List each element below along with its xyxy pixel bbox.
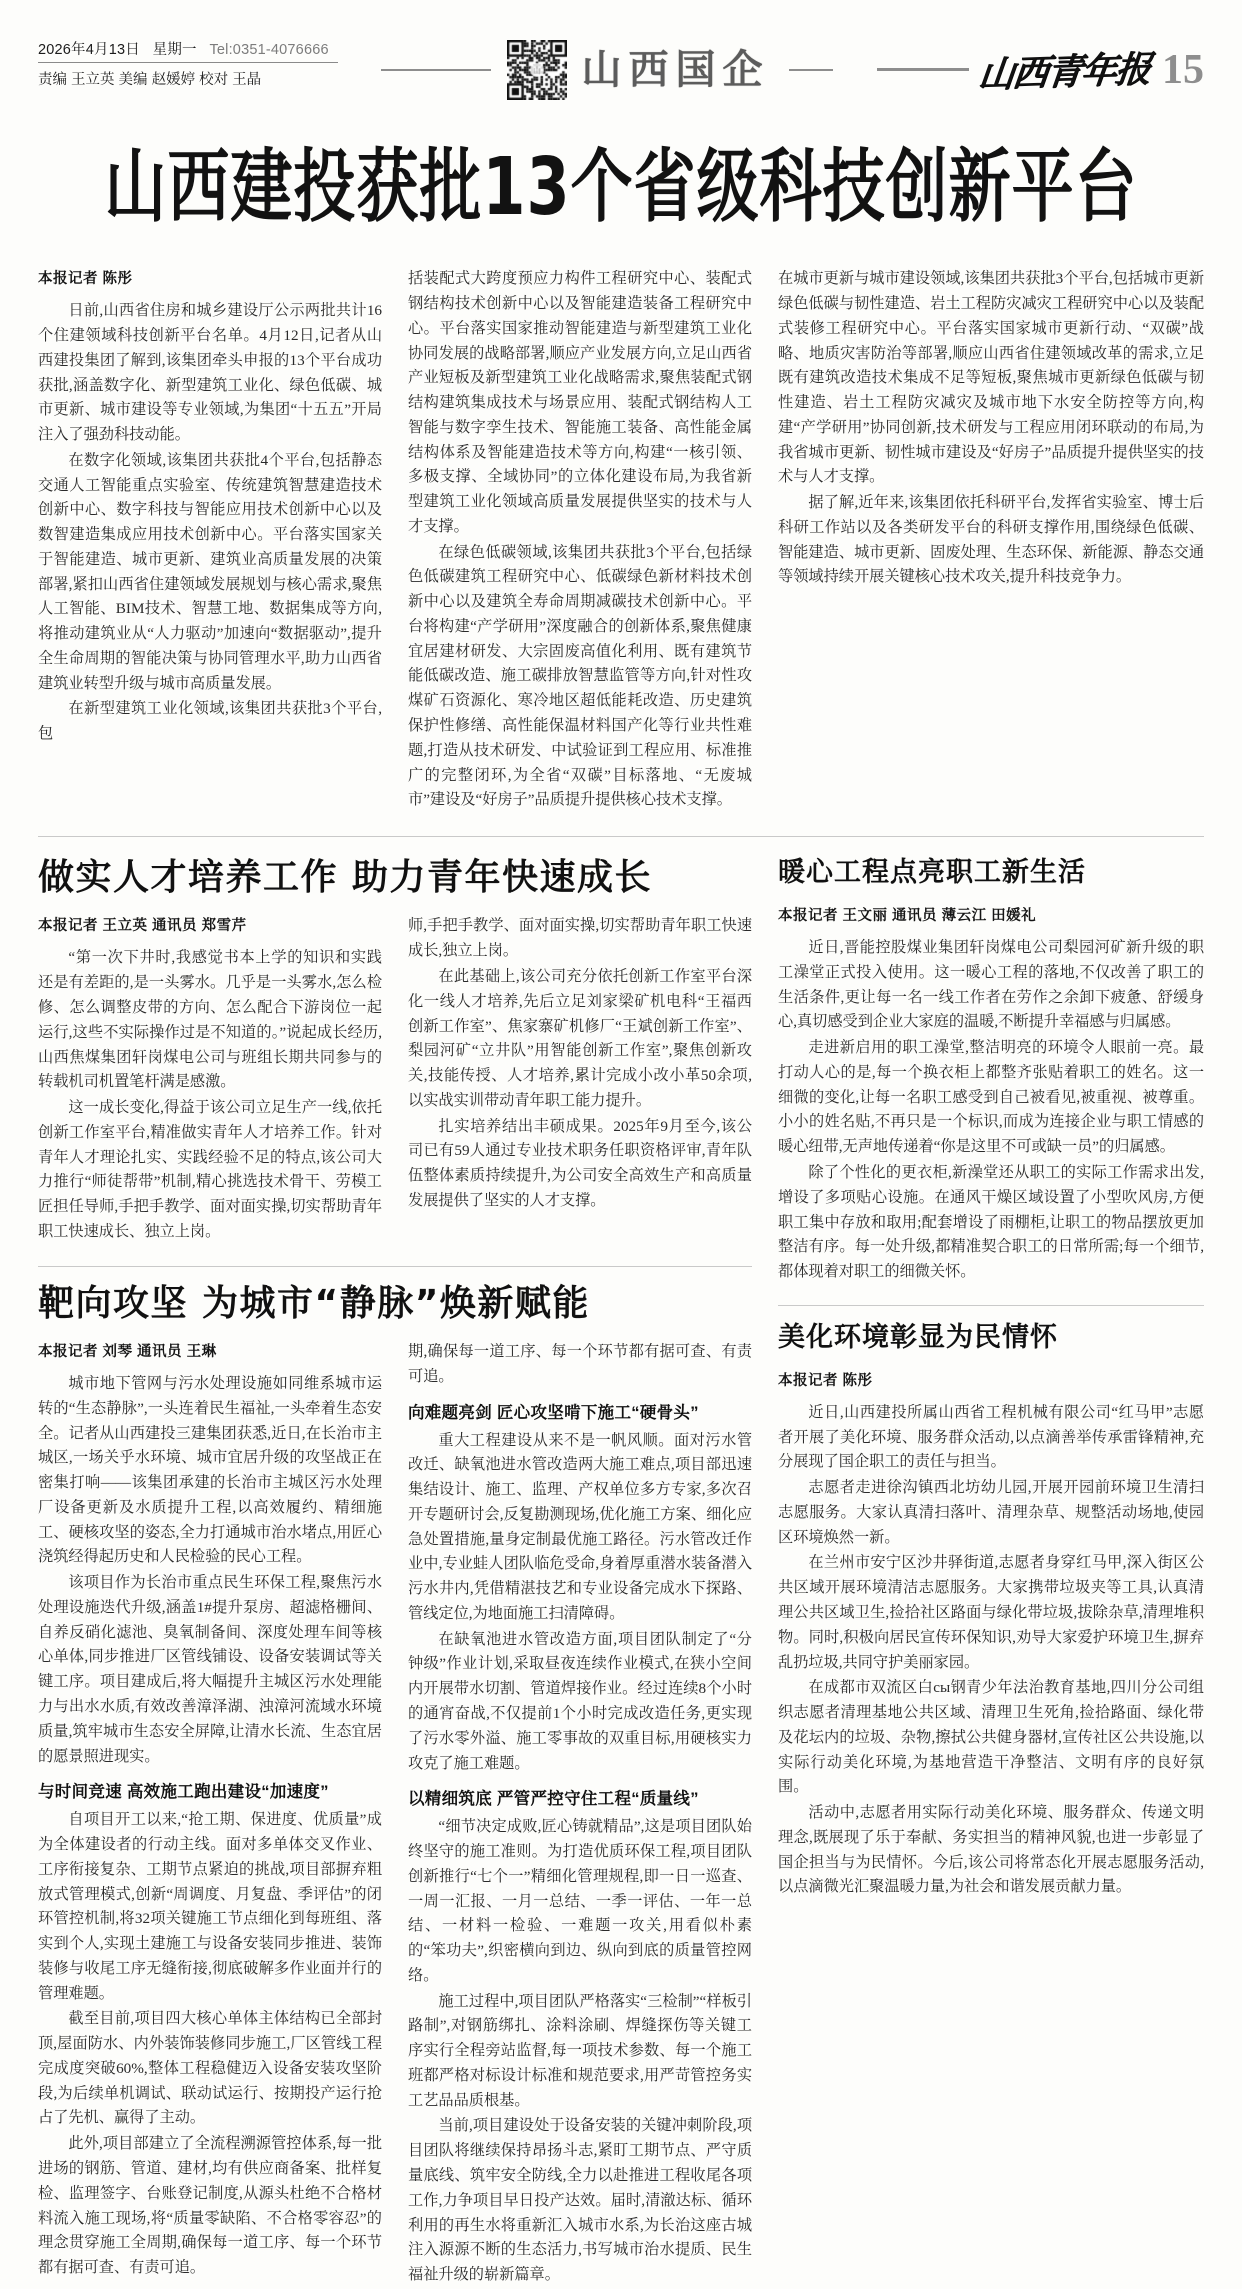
dateline-date: 2026年4月13日 xyxy=(38,42,140,58)
article-talent xyxy=(38,857,752,1246)
beautify-paragraph: 在成都市双流区白сы钢青少年法治教育基地,四川分公司组织志愿者清理基地公共区域、清理卫生死角,捡拾路面、绿化带及花坛内的垃圾、杂物,擦拭公共健身器材,宣传社区公共设施,以实际行动美化环境,为基地营造干净整洁、文明有序的良好氛围。 xyxy=(778,1679,1204,1796)
lead-paragraph: 日前,山西省住房和城乡建设厅公示两批共计16个住建领域科技创新平台名单。4月12日,记者从山西建投集团了解到,该集团牵头申报的13个平台成功获批,涵盖数字化、新型建筑工业化、绿色低碳、城市更新、城市建设等专业领域,为集团“十五五”开局注入了强劲科技动能。 xyxy=(38,302,382,444)
pipeline-paragraph: 自项目开工以来,“抢工期、保进度、优质量”成为全体建设者的行动主线。面对多单体交叉作业、工序衔接复杂、工期节点紧迫的挑战,项目部摒弃粗放式管理模式,创新“周调度、月复盘、季评估”的闭环管控机制,将32项关键施工节点细化到每班组、落实到个人,实现土建施工与设备安装同步推进、装饰装修与收尾工序无缝衔接,彻底破解多作业面并行的管理难题。 xyxy=(38,1811,382,2002)
talent-column-2 xyxy=(408,914,752,1245)
dateline-weekday: 星期一 xyxy=(152,42,197,58)
pipeline-paragraph: 截至目前,项目四大核心单体主体结构已全部封顶,屋面防水、内外装饰装修同步施工,厂区管线工程完成度突破60%,整体工程稳健迈入设备安装攻坚阶段,为后续单机调试、联动试运行、按期投产运行抢占了先机、赢得了主动。 xyxy=(38,2010,382,2127)
lead-column-2 xyxy=(408,267,752,814)
pipeline-paragraph: 重大工程建设从来不是一帆风顺。面对污水管改迁、缺氧池进水管改造两大施工难点,项目部迅速集结设计、施工、监理、产权单位多方专家,多次召开专题研讨会,反复勘测现场,优化施工方案、细化应急处置措施,量身定制最优施工路径。污水管改迁作业中,专业蛙人团队临危受命,身着厚重潜水装备潜入污水井内,凭借精湛技艺和专业设备完成水下探路、管线定位,为地面施工扫清障碍。 xyxy=(408,1431,752,1622)
beautify-paragraph: 近日,山西建投所属山西省工程机械有限公司“红马甲”志愿者开展了美化环境、服务群众活动,以点滴善举传承雷锋精神,充分展现了国企职工的责任与担当。 xyxy=(778,1403,1204,1471)
talent-paragraph: 在此基础上,该公司充分依托创新工作室平台深化一线人才培养,先后立足刘家梁矿机电科“王福西创新工作室”、焦家寨矿机修厂“王斌创新工作室”、梨园河矿“立井队”用智能创新工作室”,聚焦创新攻关,技能传授、人才培养,累计完成小改小革50余项,以实战实训带动青年职工能力提升。 xyxy=(408,968,752,1109)
pipeline-paragraph: “细节决定成败,匠心铸就精品”,这是项目团队始终坚守的施工准则。为打造优质环保工程,项目团队创新推行“七个一”精细化管理规程,即一日一巡查、一周一汇报、一月一总结、一季一评估、一年一总结、一材料一检验、一难题一攻关,用看似朴素的“笨功夫”,织密横向到边、纵向到底的质量管控网络。 xyxy=(408,1818,752,1984)
warm-paragraph: 除了个性化的更衣柜,新澡堂还从职工的实际工作需求出发,增设了多项贴心设施。在通风干燥区域设置了小型吹风房,方便职工集中存放和取用;配套增设了雨棚柜,让职工的物品摆放更加整洁有序。每一处升级,都精准契合职工的日常所需;每一个细节,都体现着对职工的细微关怀。 xyxy=(778,1164,1204,1281)
beautify-paragraph: 志愿者走进徐沟镇西北坊幼儿园,开展开园前环境卫生清扫志愿服务。大家认真清扫落叶、清理杂草、规整活动场地,使园区环境焕然一新。 xyxy=(778,1479,1204,1546)
left-zone xyxy=(38,857,752,2289)
rule-right xyxy=(789,69,833,71)
lead-headline: 山西建投获批13个省级科技创新平台 xyxy=(104,139,1138,234)
pipeline-paragraph: 此外,项目部建立了全流程溯源管控体系,每一批进场的钢筋、管道、建材,均有供应商备案、批样复检、监理签字、台账登记制度,从源头杜绝不合格材料流入施工现场,将“质量零缺陷、不合格零容忍”的理念贯穿施工全周期,确保每一道工序、每一个环节都有据可查、有责可追。 xyxy=(38,2135,382,2277)
section-divider xyxy=(38,1266,752,1267)
lead-paragraph: 在绿色低碳领域,该集团共获批3个平台,包括绿色低碳建筑工程研究中心、低碳绿色新材料技术创新中心以及建筑全寿命周期减碳技术创新中心。平台将构建“产学研用”深度融合的创新体系,聚焦健康宜居建材研发、大宗固废高值化利用、既有建筑节能低碳改造、施工碳排放智慧监管等方向,针对性攻煤矿石资源化、寒冷地区超低能耗改造、历史建筑保护性修缮、高性能保温材料国产化等行业共性难题,打造从技术研发、中试验证到工程应用、标准推广的完整闭环,为全省“双碳”目标落地、“无废城市”建设及“好房子”品质提升提供核心技术支撑。 xyxy=(408,543,752,809)
lead-paragraph: 在城市更新与城市建设领域,该集团共获批3个平台,包括城市更新绿色低碳与韧性建造、岩土工程防灾减灾工程研究中心以及装配式装修工程研究中心。平台落实国家城市更新行动、“双碳”战略、地质灾害防治等部署,顺应山西省住建领域改革的需求,立足既有建筑改造技术集成不足等短板,聚焦城市更新绿色低碳与韧性建造、岩土工程防灾减灾及城市地下水安全防控等方向,构建“产学研用”协同创新,技术研发与工程应用闭环联动的布局,为我省城市更新、韧性城市建设及“好房子”品质提升提供坚实的技术与人才支撑。 xyxy=(778,270,1204,486)
pipeline-subhead-2: 向难题亮剑 匠心攻坚啃下施工“硬骨头” xyxy=(408,1403,699,1422)
article-beautify-headline: 美化环境彰显为民情怀 xyxy=(778,1321,1058,1353)
masthead-left xyxy=(38,34,338,89)
masthead xyxy=(38,34,1204,112)
article-warm xyxy=(778,857,1204,1285)
pipeline-paragraph: 当前,项目建设处于设备安装的关键冲刺阶段,项目团队将继续保持昂扬斗志,紧盯工期节点、严守质量底线、筑牢安全防线,全力以赴推进工程收尾各项工作,力争项目早日投产达效。届时,清澈达标、循环利用的再生水将重新汇入城市水系,为长治这座古城注入源源不断的生态活力,书写城市治水提质、民生福祉升级的崭新篇章。 xyxy=(408,2117,752,2284)
article-talent-byline: 本报记者 王立英 通讯员 郑雪芹 xyxy=(38,918,247,935)
qr-code-icon[interactable] xyxy=(507,40,567,100)
article-beautify xyxy=(778,1322,1204,1900)
talent-paragraph: 师,手把手教学、面对面实操,切实帮助青年职工快速成长,独立上岗。 xyxy=(408,917,752,960)
lead-paragraph: 在数字化领域,该集团共获批4个平台,包括静态交通人工智能重点实验室、传统建筑智慧建造技术创新中心、数字科技与智能应用技术创新中心以及数智建造集成应用技术创新中心。平台落实国家关于智能建造、城市更新、建筑业高质量发展的决策部署,紧扣山西省住建领域发展规划与核心需求,聚焦人工智能、BIM技术、智慧工地、数据集成等方向,将推动建筑业从“人力驱动”加速向“数据驱动”,提升全生命周期的智能决策与协同管理水平,助力山西省建筑业转型升级与城市高质量发展。 xyxy=(38,451,382,692)
lead-paragraph: 据了解,近年来,该集团依托科研平台,发挥省实验室、博士后科研工作站以及各类研发平台的科研支撑作用,围绕绿色低碳、智能建造、城市更新、固废处理、生态环保、新能源、静态交通等领域持续开展关键核心技术攻关,提升科技竞争力。 xyxy=(778,494,1204,586)
pipeline-paragraph: 在缺氧池进水管改造方面,项目团队制定了“分钟级”作业计划,采取昼夜连续作业模式,在狭小空间内开展带水切割、管道焊接作业。经过连续8个小时的通宵奋战,不仅提前1个小时完成改造任务,更实现了污水零外溢、施工零事故的双重目标,用硬核实力攻克了施工难题。 xyxy=(408,1630,752,1772)
mid-zone xyxy=(38,857,1204,2289)
page-number: 15 xyxy=(1162,46,1204,93)
article-pipeline-columns xyxy=(38,1340,752,2289)
article-talent-headline: 做实人才培养工作 助力青年快速成长 xyxy=(38,857,653,899)
dateline-phone: Tel:0351-4076666 xyxy=(209,42,329,58)
lead-article xyxy=(38,267,1204,814)
pipeline-paragraph: 城市地下管网与污水处理设施如同维系城市运转的“生态静脉”,一头连着民生福祉,一头牵着生态安全。记者从山西建投三建集团获悉,近日,在长治市主城区,一场关乎水环境、城市宜居升级的攻坚战正在密集打响——该集团承建的长治市主城区污水处理厂设备更新及水质提升工程,以高效履约、精细施工、硬核攻坚的姿态,全力打通城市治水堵点,用匠心浇筑经得起历史和人民检验的民心工程。 xyxy=(38,1375,382,1566)
talent-paragraph: “第一次下井时,我感觉书本上学的知识和实践还是有差距的,是一头雾水。几乎是一头雾水,怎么检修、怎么调整皮带的方向、怎么配合下游岗位一起运行,这些不实际操作过是不知道的。”说起成长经历,山西焦煤集团轩岗煤电公司与班组长期共同参与的转载机司机置笔杆满是感激。 xyxy=(38,949,382,1091)
pipeline-paragraph: 期,确保每一道工序、每一个环节都有据可查、有责可追。 xyxy=(408,1343,752,1385)
article-talent-columns xyxy=(38,914,752,1245)
masthead-center xyxy=(338,34,877,100)
dateline xyxy=(38,38,338,63)
article-beautify-byline: 本报记者 陈彤 xyxy=(778,1372,873,1389)
article-warm-headline: 暖心工程点亮职工新生活 xyxy=(778,857,1086,889)
section-divider xyxy=(778,1305,1204,1306)
rule-left xyxy=(381,69,491,71)
rule-far-right xyxy=(877,68,969,70)
right-zone xyxy=(778,857,1204,2289)
lead-paragraph: 在新型建筑工业化领域,该集团共获批3个平台,包 xyxy=(38,700,382,743)
talent-column-1 xyxy=(38,914,382,1245)
talent-paragraph: 这一成长变化,得益于该公司立足生产一线,依托创新工作室平台,精准做实青年人才培养工作。针对青年人才理论扎实、实践经验不足的特点,该公司大力推行“师徒帮带”机制,精心挑选技术骨干、劳模工匠担任导师,手把手教学、面对面实操,切实帮助青年职工快速成长、独立上岗。 xyxy=(38,1099,382,1240)
masthead-right xyxy=(877,34,1204,95)
article-pipeline-byline: 本报记者 刘琴 通讯员 王琳 xyxy=(38,1344,217,1361)
beautify-paragraph: 在兰州市安宁区沙井驿街道,志愿者身穿红马甲,深入街区公共区域开展环境清洁志愿服务。大家携带垃圾夹等工具,认真清理公共区域卫生,捡拾社区路面与绿化带垃圾,拔除杂草,清理堆积物。同时,积极向居民宣传环保知识,劝导大家爱护环境卫生,摒弃乱扔垃圾,共同守护美丽家园。 xyxy=(778,1554,1204,1671)
pipeline-column-2 xyxy=(408,1340,752,2289)
pipeline-column-1 xyxy=(38,1340,382,2289)
editor-credits: 责编 王立英 美编 赵媛婷 校对 王晶 xyxy=(38,72,262,88)
pipeline-subhead-3: 以精细筑底 严管严控守住工程“质量线” xyxy=(408,1790,699,1809)
paper-logo: 山西青年报 xyxy=(976,48,1152,96)
lead-column-3 xyxy=(778,267,1204,814)
lead-column-1 xyxy=(38,267,382,814)
section-title: 山西国企 xyxy=(581,46,770,93)
article-pipeline xyxy=(38,1283,752,2289)
warm-paragraph: 近日,晋能控股煤业集团轩岗煤电公司梨园河矿新升级的职工澡堂正式投入使用。这一暖心工程的落地,不仅改善了职工的生活条件,更让每一名一线工作者在劳作之余卸下疲惫、舒缓身心,真切感受到企业大家庭的温暖,不断提升幸福感与归属感。 xyxy=(778,939,1204,1031)
lead-paragraph: 括装配式大跨度预应力构件工程研究中心、装配式钢结构技术创新中心以及智能建造装备工程研究中心。平台落实国家推动智能建造与新型建筑工业化协同发展的战略部署,顺应产业发展方向,立足山西省产业短板及新型建筑工业化战略需求,聚焦装配式钢结构建筑集成技术与场景应用、装配式钢结构人工智能与数字孪生技术、智能施工装备、高性能金属结构体系及智能建造技术等方向,构建“一核引领、多极支撑、全域协同”的立体化建设布局,为我省新型建筑工业化领域高质量发展提供坚实的技术与人才支撑。 xyxy=(408,270,752,535)
article-pipeline-headline: 靶向攻坚 为城市“静脉”焕新赋能 xyxy=(38,1282,590,1324)
pipeline-paragraph: 施工过程中,项目团队严格落实“三检制”“样板引路制”,对钢筋绑扎、涂料涂刷、焊缝探伤等关键工序实行全程旁站监督,每一项技术参数、每一个施工班都严格对标设计标准和规范要求,用严苛管控务实工艺品品质根基。 xyxy=(408,1992,752,2109)
warm-paragraph: 走进新启用的职工澡堂,整洁明亮的环境令人眼前一亮。最打动人心的是,每一个换衣柜上都整齐张贴着职工的姓名。这一细微的变化,让每一名职工感受到自己被看见,被重视、被尊重。小小的姓名贴,不再只是一个标识,而成为连接企业与职工情感的暖心纽带,无声地传递着“你是这里不可或缺一员”的归属感。 xyxy=(778,1039,1204,1156)
section-divider xyxy=(38,836,1204,837)
beautify-paragraph: 活动中,志愿者用实际行动美化环境、服务群众、传递文明理念,既展现了乐于奉献、务实担当的精神风貌,也进一步彰显了国企担当与为民情怀。今后,该公司将常态化开展志愿服务活动,以点滴微光汇聚温暖力量,为社会和谐发展贡献力量。 xyxy=(778,1804,1204,1896)
article-warm-byline: 本报记者 王文丽 通讯员 薄云江 田媛礼 xyxy=(778,908,1037,925)
lead-byline: 本报记者 陈彤 xyxy=(38,271,133,288)
pipeline-subhead-1: 与时间竞速 高效施工跑出建设“加速度” xyxy=(38,1783,329,1802)
pipeline-paragraph: 该项目作为长治市重点民生环保工程,聚焦污水处理设施迭代升级,涵盖1#提升泵房、超滤格栅间、自养反硝化滤池、臭氧制备间、深度处理车间等核心单体,同步推进厂区管线铺设、设备安装调试等关键工序。项目建成后,将大幅提升主城区污水处理能力与出水水质,有效改善漳泽湖、浊漳河流域水环境质量,筑牢城市生态安全屏障,让清水长流、生态宜居的愿景照进现实。 xyxy=(38,1574,382,1765)
talent-paragraph: 扎实培养结出丰硕成果。2025年9月至今,该公司已有59人通过专业技术职务任职资格评审,青年队伍整体素质持续提升,为公司安全高效生产和高质量发展提供了坚实的人才支撑。 xyxy=(408,1117,752,1209)
